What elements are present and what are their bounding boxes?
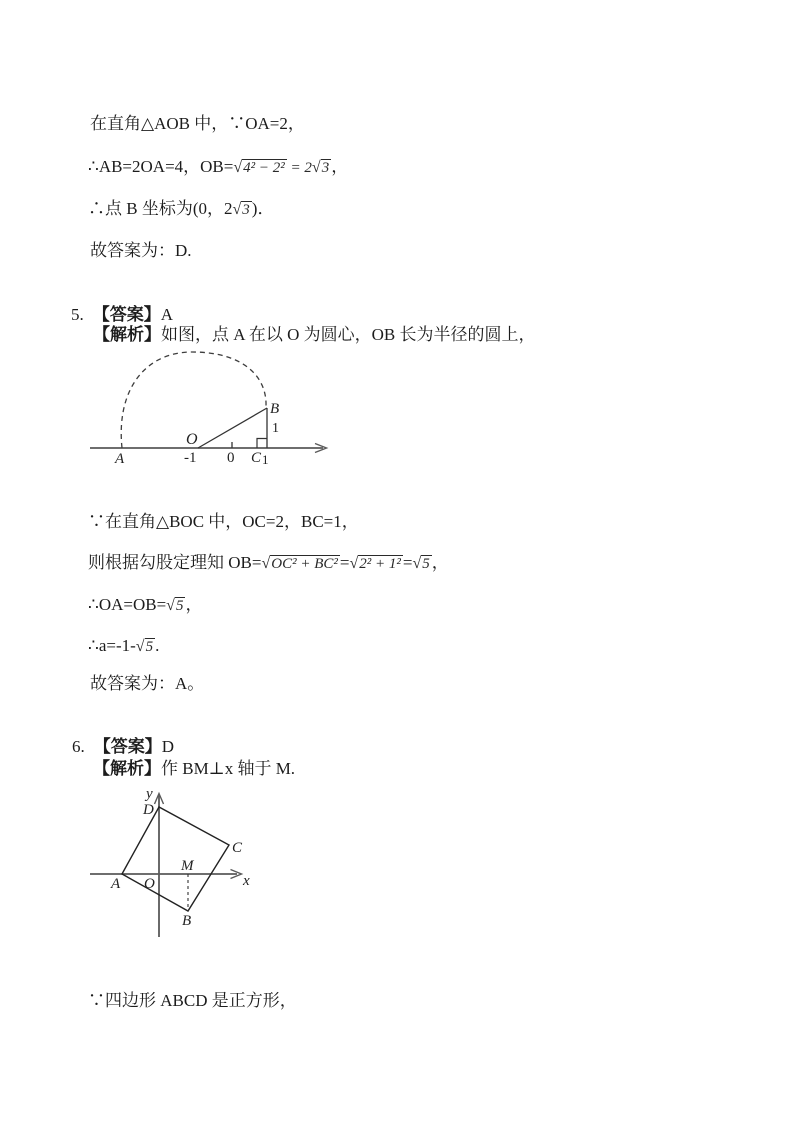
point-label-B: B	[182, 913, 192, 929]
radicand: 2² + 1²	[359, 556, 401, 572]
q6-analysis-line	[93, 758, 295, 779]
tick-label-neg1: -1	[184, 450, 197, 466]
q5-line1-text: ∵在直角△BOC 中，OC=2，BC=1，	[88, 512, 359, 531]
q5-line1	[88, 511, 359, 532]
radicand: 5	[145, 639, 154, 655]
analysis-label: 【解析】	[93, 759, 161, 778]
q6-answer-line	[72, 736, 174, 757]
origin-label-O: O	[144, 876, 155, 892]
q5-line2-end: ，	[431, 553, 449, 572]
radicand: 5	[422, 556, 430, 572]
analysis-label: 【解析】	[93, 325, 161, 344]
q5-line3	[88, 594, 202, 616]
q5-number: 5.	[71, 305, 84, 324]
q6-diagram	[85, 783, 265, 943]
q5-answer-value: A	[160, 305, 174, 324]
point-label-C: C	[232, 840, 243, 856]
q4-line1	[90, 113, 305, 134]
answer-label: 【答案】	[92, 305, 161, 324]
q4-line2-end: ，	[331, 157, 349, 176]
q5-line3-end: ，	[185, 595, 203, 614]
point-label-O: O	[186, 431, 198, 448]
sqrt-sign: √	[166, 597, 175, 614]
equals-sign: =	[339, 553, 350, 572]
q4-line2-mid: = 2	[286, 160, 312, 176]
point-label-A: A	[115, 451, 125, 467]
q5-line3-pre: ∴OA=OB=	[88, 595, 167, 614]
q5-conclusion	[90, 673, 204, 694]
radicand: 5	[175, 598, 184, 614]
tick-label-0: 0	[227, 450, 235, 466]
equals-sign: =	[402, 553, 413, 572]
right-angle-mark	[257, 439, 267, 449]
q4-conclusion-text: 故答案为：D.	[90, 241, 192, 260]
q6-analysis-text: 作 BM⊥x 轴于 M.	[161, 759, 296, 778]
q4-line3-pre: ∴点 B 坐标为(0，2	[88, 199, 233, 218]
radicand: OC² + BC²	[271, 556, 338, 572]
sqrt-sign: √	[135, 638, 145, 655]
q5-line4-end: .	[155, 636, 160, 655]
axis-label-y: y	[146, 786, 153, 802]
point-label-C: C	[251, 450, 262, 466]
q4-line3	[88, 198, 274, 220]
q5-analysis-text: 如图，点 A 在以 O 为圆心，OB 长为半径的圆上，	[161, 325, 536, 344]
sqrt-sign: √	[232, 201, 242, 218]
sqrt-sign: √	[261, 555, 271, 572]
q5-diagram	[85, 345, 345, 475]
sqrt-sign: √	[233, 159, 243, 176]
q5-line2	[88, 552, 449, 574]
q5-conclusion-text: 故答案为：A。	[90, 674, 205, 693]
radicand: 4² − 2²	[243, 160, 285, 176]
q6-line1	[88, 990, 297, 1011]
answer-label: 【答案】	[93, 737, 162, 756]
q5-answer-line	[71, 304, 173, 325]
tick-label-1: 1	[262, 452, 269, 467]
square-ABCD	[122, 807, 229, 911]
radicand: 3	[242, 202, 250, 218]
q6-line1-text: ∵四边形 ABCD 是正方形，	[88, 991, 297, 1010]
q5-line4-pre: ∴a=-1-	[88, 636, 136, 655]
q4-conclusion	[90, 240, 192, 261]
q4-line2-pre: ∴AB=2OA=4，OB=	[88, 157, 234, 176]
radicand: 3	[321, 160, 330, 176]
sqrt-sign: √	[412, 555, 422, 572]
point-label-A: A	[111, 876, 121, 892]
q6-answer-value: D	[161, 737, 175, 756]
point-label-M: M	[181, 858, 194, 874]
q4-line3-end: )．	[251, 199, 275, 218]
point-label-D: D	[143, 802, 154, 818]
sqrt-sign: √	[311, 159, 321, 176]
axis-label-x: x	[243, 873, 250, 889]
q6-number: 6.	[72, 737, 85, 756]
q5-line4	[88, 635, 159, 657]
q5-analysis-line	[93, 324, 535, 345]
q4-line1-text: 在直角△AOB 中，∵OA=2，	[90, 114, 305, 133]
sqrt-sign: √	[349, 555, 359, 572]
length-label-BC: 1	[272, 421, 279, 436]
q5-line2-pre: 则根据勾股定理知 OB=	[88, 553, 262, 572]
point-label-B: B	[270, 401, 280, 417]
q4-line2	[88, 156, 348, 178]
